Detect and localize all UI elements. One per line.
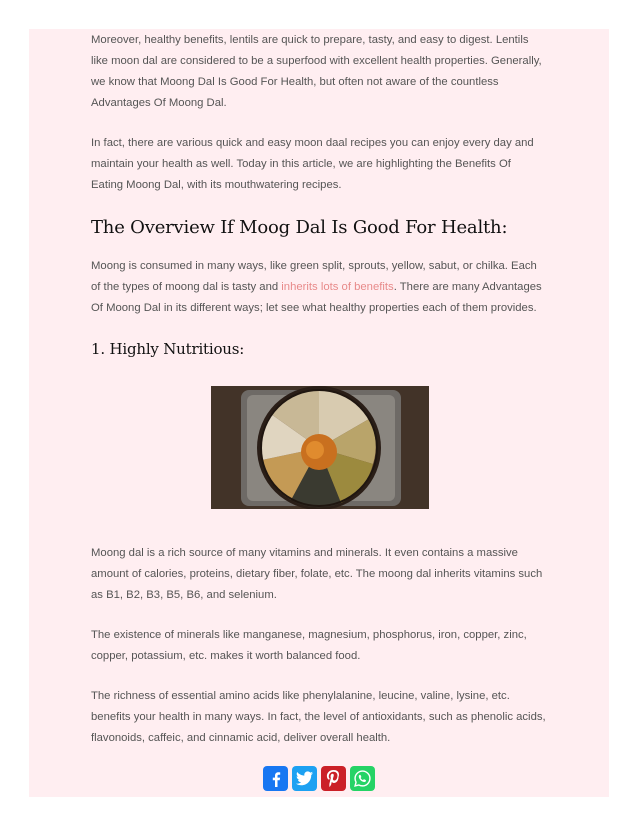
heading-overview: The Overview If Moog Dal Is Good For Health: (91, 217, 508, 238)
facebook-share-button[interactable] (263, 766, 288, 791)
paragraph-moong-types (91, 256, 546, 319)
paragraph-recipes: In fact, there are various quick and easy moon daal recipes you can enjoy every day and maintain your health as well. Today in this article, we are highlighting the Benefits Of Eating Moong Dal, with its mouthwatering recipes. (91, 137, 534, 191)
pinterest-share-button[interactable] (321, 766, 346, 791)
paragraph-intro: Moreover, healthy benefits, lentils are quick to prepare, tasty, and easy to digest. Lentils like moon dal are considered to be a superfood with excellent health properties. Generally, we know that Moong Dal Is Good For Health, but often not aware of the countless Advantages Of Moong Dal. (91, 34, 542, 109)
moong-dal-photo (211, 386, 429, 509)
paragraph-vitamins: Moong dal is a rich source of many vitamins and minerals. It even contains a massive amount of calories, proteins, dietary fiber, folate, etc. The moong dal inherits vitamins such as B1, B2, B3, B5, B6, and selenium. (91, 547, 543, 601)
social-share-bar (263, 766, 375, 791)
facebook-icon (268, 771, 284, 787)
paragraph-amino-acids: The richness of essential amino acids like phenylalanine, leucine, valine, lysine, etc. benefits your health in many ways. In fact, the level of antioxidants, such as phenolic acids, flavonoids, caffeic, and cinnamic acid, deliver overall health. (91, 690, 546, 744)
twitter-share-button[interactable] (292, 766, 317, 791)
article-body (91, 30, 546, 768)
twitter-icon (296, 771, 313, 786)
whatsapp-share-button[interactable] (350, 766, 375, 791)
paragraph-moong-types-start: Moong is consumed in many ways, like green split, sprouts, yellow, sabut, or chilka. Each of the types of moong dal is tasty and (91, 260, 537, 293)
paragraph-moong-types-end: . There are many Advantages Of Moong Dal in its different ways; let see what healthy properties each of them provides. (91, 281, 542, 314)
heading-highly-nutritious: 1. Highly Nutritious: (91, 340, 245, 358)
whatsapp-icon (354, 770, 371, 787)
paragraph-minerals: The existence of minerals like manganese, magnesium, phosphorus, iron, copper, zinc, copper, potassium, etc. makes it worth balanced food. (91, 629, 527, 662)
benefits-link[interactable]: inherits lots of benefits (281, 281, 394, 293)
pinterest-icon (326, 770, 341, 787)
